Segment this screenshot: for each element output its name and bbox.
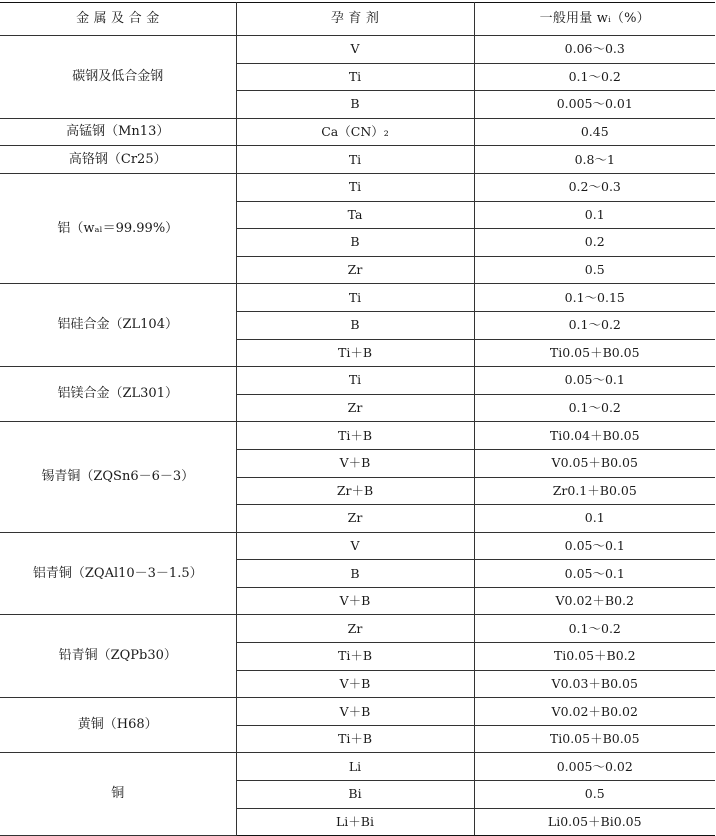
inoculant-cell: Ti＋B [236, 422, 474, 450]
amount-cell: V0.02＋B0.2 [474, 587, 715, 615]
amount-cell: 0.1～0.2 [474, 394, 715, 422]
amount-cell: 0.5 [474, 781, 715, 809]
inoculant-cell: B [236, 311, 474, 339]
metal-cell: 碳钢及低合金钢 [0, 36, 236, 119]
inoculant-cell: V＋B [236, 587, 474, 615]
metal-cell: 锡青铜（ZQSn6－6－3） [0, 422, 236, 532]
inoculant-cell: Zr [236, 615, 474, 643]
amount-cell: 0.5 [474, 256, 715, 284]
table-row [0, 422, 715, 450]
inoculant-cell: Zr [236, 256, 474, 284]
table-row [0, 173, 715, 201]
inoculant-cell: V [236, 36, 474, 64]
amount-cell: 0.005～0.01 [474, 91, 715, 119]
amount-cell: 0.1～0.2 [474, 63, 715, 91]
amount-cell: V0.03＋B0.05 [474, 670, 715, 698]
metal-cell: 高铬钢（Cr25） [0, 146, 236, 174]
inoculant-cell: Ta [236, 201, 474, 229]
amount-cell: V0.05＋B0.05 [474, 449, 715, 477]
table-row [0, 367, 715, 395]
metal-cell: 高锰钢（Mn13） [0, 118, 236, 146]
metal-cell: 铜 [0, 753, 236, 836]
table-row [0, 615, 715, 643]
inoculant-cell: V＋B [236, 449, 474, 477]
amount-cell: 0.1～0.15 [474, 284, 715, 312]
inoculant-cell: Ti [236, 63, 474, 91]
amount-cell: 0.06～0.3 [474, 36, 715, 64]
inoculant-cell: Ti [236, 173, 474, 201]
metal-cell: 铝硅合金（ZL104） [0, 284, 236, 367]
amount-cell: Ti0.05＋B0.05 [474, 725, 715, 753]
metal-cell: 铝青铜（ZQAl10－3－1.5） [0, 532, 236, 615]
inoculant-cell: Ti [236, 367, 474, 395]
inoculant-cell: V [236, 532, 474, 560]
amount-cell: 0.2～0.3 [474, 173, 715, 201]
inoculant-cell: Ti [236, 146, 474, 174]
header-row [0, 3, 715, 36]
amount-cell: Li0.05＋Bi0.05 [474, 808, 715, 836]
metal-cell: 铝镁合金（ZL301） [0, 367, 236, 422]
metal-cell: 铅青铜（ZQPb30） [0, 615, 236, 698]
amount-cell: 0.1 [474, 201, 715, 229]
amount-cell: 0.05～0.1 [474, 367, 715, 395]
inoculant-cell: Ti [236, 284, 474, 312]
inoculant-cell: Ti＋B [236, 725, 474, 753]
inoculant-table [0, 2, 715, 836]
amount-cell: 0.1～0.2 [474, 311, 715, 339]
amount-cell: 0.05～0.1 [474, 532, 715, 560]
table-body [0, 36, 715, 836]
inoculant-cell: Zr＋B [236, 477, 474, 505]
table-row [0, 698, 715, 726]
amount-cell: 0.1～0.2 [474, 615, 715, 643]
inoculant-cell: V＋B [236, 670, 474, 698]
amount-cell: 0.05～0.1 [474, 560, 715, 588]
amount-cell: V0.02＋B0.02 [474, 698, 715, 726]
amount-cell: 0.45 [474, 118, 715, 146]
table-row [0, 118, 715, 146]
inoculant-cell: Ti＋B [236, 339, 474, 367]
table-row [0, 753, 715, 781]
inoculant-cell: B [236, 560, 474, 588]
table-row [0, 36, 715, 64]
metal-cell: 黄铜（H68） [0, 698, 236, 753]
inoculant-cell: Zr [236, 505, 474, 533]
amount-cell: 0.005～0.02 [474, 753, 715, 781]
amount-cell: Zr0.1＋B0.05 [474, 477, 715, 505]
inoculant-cell: Bi [236, 781, 474, 809]
amount-cell: Ti0.04＋B0.05 [474, 422, 715, 450]
metal-cell: 铝（wₐₗ＝99.99%） [0, 173, 236, 283]
amount-cell: Ti0.05＋B0.05 [474, 339, 715, 367]
amount-cell: 0.2 [474, 229, 715, 257]
amount-cell: 0.8～1 [474, 146, 715, 174]
table-row [0, 146, 715, 174]
header-metal: 金 属 及 合 金 [0, 3, 236, 36]
inoculant-cell: V＋B [236, 698, 474, 726]
inoculant-cell: Li [236, 753, 474, 781]
table-row [0, 532, 715, 560]
amount-cell: Ti0.05＋B0.2 [474, 643, 715, 671]
header-amount: 一般用量 wᵢ（%） [474, 3, 715, 36]
table-row [0, 284, 715, 312]
inoculant-cell: B [236, 91, 474, 119]
inoculant-cell: B [236, 229, 474, 257]
inoculant-cell: Li＋Bi [236, 808, 474, 836]
inoculant-cell: Ti＋B [236, 643, 474, 671]
amount-cell: 0.1 [474, 505, 715, 533]
inoculant-cell: Ca（CN）₂ [236, 118, 474, 146]
table-header [0, 3, 715, 36]
inoculant-cell: Zr [236, 394, 474, 422]
header-inoculant: 孕 育 剂 [236, 3, 474, 36]
